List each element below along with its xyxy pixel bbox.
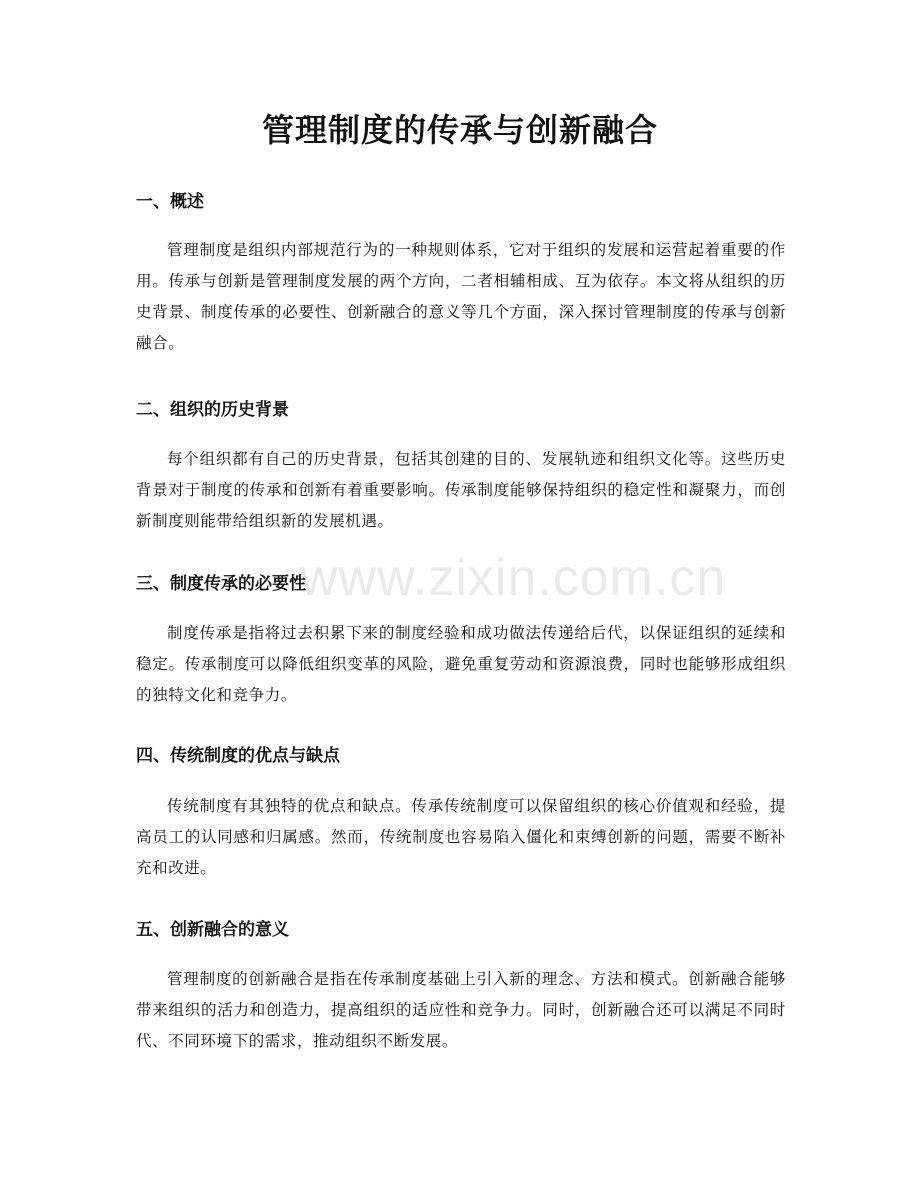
section-paragraph-tradition: 传统制度有其独特的优点和缺点。传承传统制度可以保留组织的核心价值观和经验，提高员工的认同感和归属感。然而，传统制度也容易陷入僵化和束缚创新的问题，需要不断补充和改进。: [136, 797, 786, 877]
section-heading-inheritance: 三、制度传承的必要性: [136, 574, 306, 594]
watermark-text: www.zixin.com.cn: [300, 549, 727, 607]
section-paragraph-overview: 管理制度是组织内部规范行为的一种规则体系，它对于组织的发展和运营起着重要的作用。传承与创新是管理制度发展的两个方向，二者相辅相成、互为依存。本文将从组织的历史背景、制度传承的必要性、创新融合的意义等几个方面，深入探讨管理制度的传承与创新融合。: [136, 241, 786, 352]
section-paragraph-history: 每个组织都有自己的历史背景，包括其创建的目的、发展轨迹和组织文化等。这些历史背景对于制度的传承和创新有着重要影响。传承制度能够保持组织的稳定性和凝聚力，而创新制度则能带给组织新的发展机遇。: [136, 450, 786, 530]
section-heading-history: 二、组织的历史背景: [136, 400, 289, 420]
section-heading-overview: 一、概述: [136, 192, 204, 212]
section-paragraph-inheritance: 制度传承是指将过去积累下来的制度经验和成功做法传递给后代，以保证组织的延续和稳定。传承制度可以降低组织变革的风险，避免重复劳动和资源浪费，同时也能够形成组织的独特文化和竞争力。: [136, 624, 786, 704]
section-heading-innovation: 五、创新融合的意义: [136, 920, 289, 940]
section-paragraph-innovation: 管理制度的创新融合是指在传承制度基础上引入新的理念、方法和模式。创新融合能够带来组织的活力和创造力，提高组织的适应性和竞争力。同时，创新融合还可以满足不同时代、不同环境下的需求，推动组织不断发展。: [136, 970, 786, 1050]
section-heading-tradition: 四、传统制度的优点与缺点: [136, 746, 340, 766]
document-title: 管理制度的传承与创新融合: [261, 111, 658, 149]
